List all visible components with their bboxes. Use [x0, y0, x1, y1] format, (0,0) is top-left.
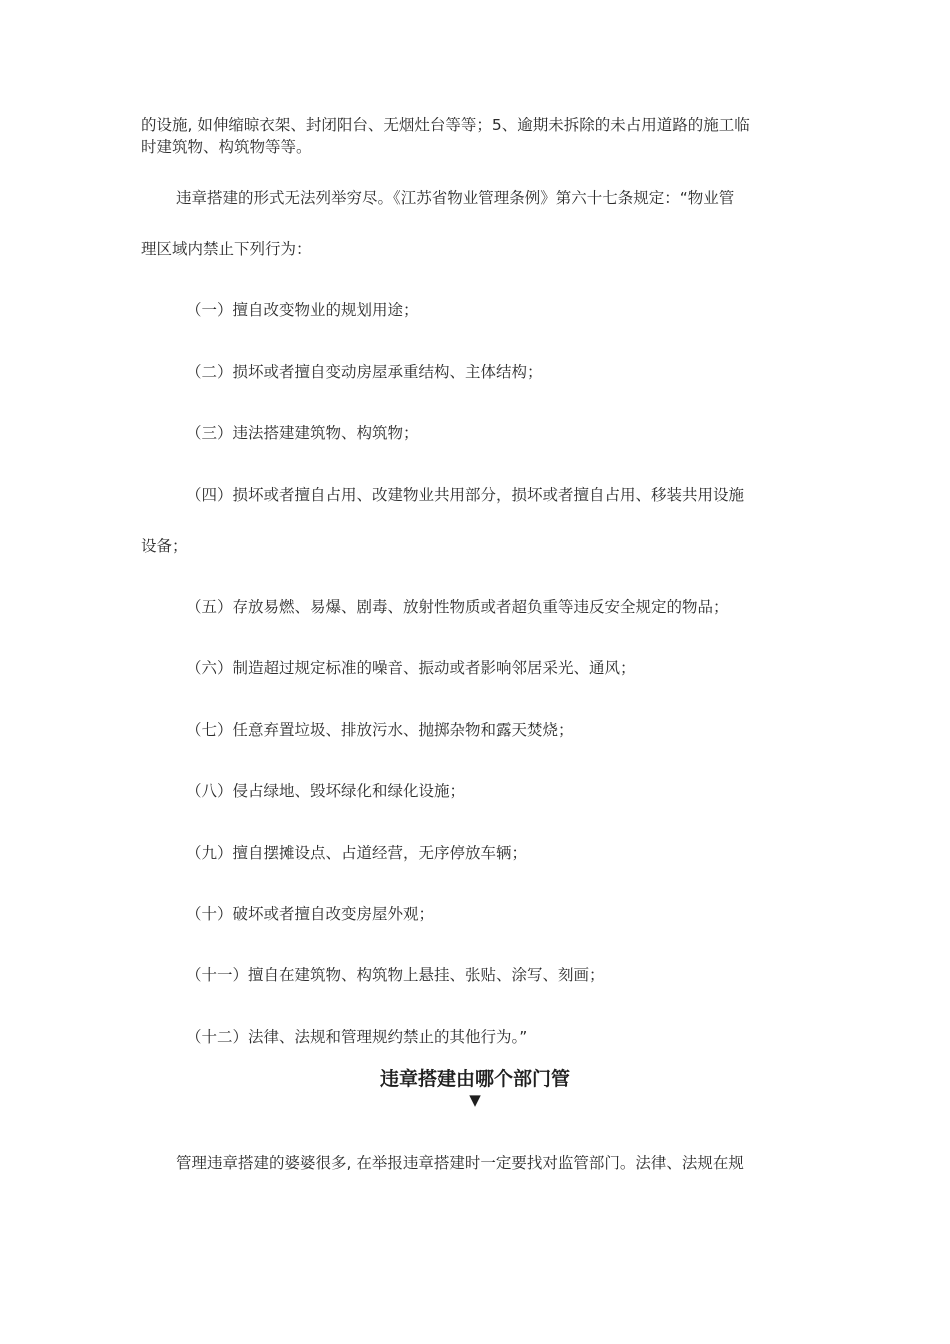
list-item: （二）损坏或者擅自变动房屋承重结构、主体结构；: [186, 363, 543, 381]
list-item-continuation: 设备；: [141, 537, 188, 555]
list-item: （十一）擅自在建筑物、构筑物上悬挂、张贴、涂写、刻画；: [186, 966, 605, 984]
paragraph-line-1: 违章搭建的形式无法列举穷尽。《江苏省物业管理条例》第六十七条规定：“物业管: [176, 189, 735, 207]
paragraph-line-2: 理区域内禁止下列行为：: [141, 240, 312, 258]
list-item: （十二）法律、法规和管理规约禁止的其他行为。”: [186, 1028, 528, 1046]
section-heading: 违章搭建由哪个部门管: [379, 1068, 570, 1090]
list-item: （六）制造超过规定标准的噪音、振动或者影响邻居采光、通风；: [186, 659, 636, 677]
down-arrow-icon: ▼: [469, 1091, 481, 1109]
list-item: （九）擅自摆摊设点、占道经营，无序停放车辆；: [186, 844, 528, 862]
closing-paragraph-line: 管理违章搭建的婆婆很多, 在举报违章搭建时一定要找对监管部门。法律、法规在规: [176, 1154, 744, 1172]
list-item: （八）侵占绿地、毁坏绿化和绿化设施；: [186, 782, 466, 800]
list-item: （五）存放易燃、易爆、剧毒、放射性物质或者超负重等违反安全规定的物品；: [186, 598, 729, 616]
intro-line-1: 的设施, 如伸缩晾衣架、封闭阳台、无烟灶台等等；5、逾期未拆除的未占用道路的施工临: [141, 116, 750, 134]
list-item: （三）违法搭建建筑物、构筑物；: [186, 424, 419, 442]
list-item: （七）任意弃置垃圾、排放污水、抛掷杂物和露天焚烧；: [186, 721, 574, 739]
list-item: （四）损坏或者擅自占用、改建物业共用部分，损坏或者擅自占用、移装共用设施: [186, 486, 745, 504]
intro-line-2: 时建筑物、构筑物等等。: [141, 138, 312, 156]
list-item: （一）擅自改变物业的规划用途；: [186, 301, 419, 319]
list-item: （十）破坏或者擅自改变房屋外观；: [186, 905, 435, 923]
